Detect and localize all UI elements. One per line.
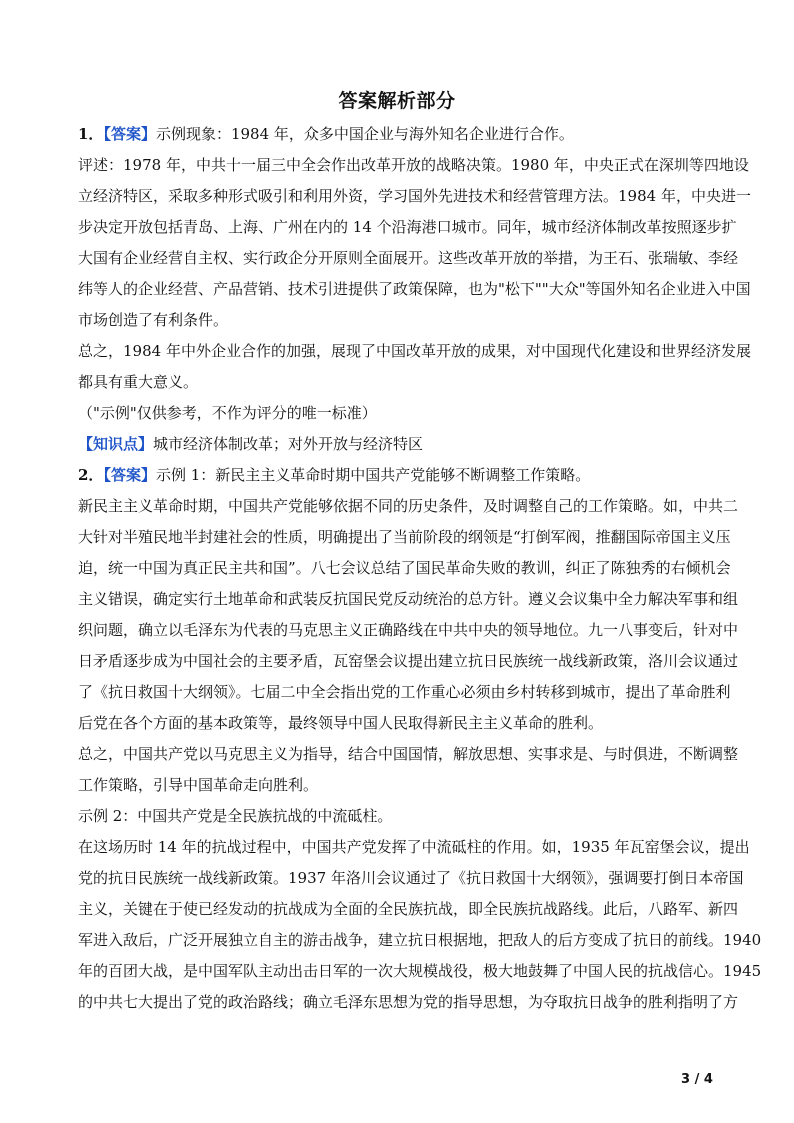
- q1-knowledge-tag: 【知识点】: [78, 435, 154, 453]
- q2-example2-line: 的中共七大提出了党的政治路线；确立毛泽东思想为党的指导思想，为夺取抗日战争的胜利指明了方: [78, 993, 739, 1011]
- q2-para-line: 大针对半殖民地半封建社会的性质，明确提出了当前阶段的纲领是“打倒军阀，推翻国际帝国主义压: [78, 528, 731, 546]
- q2-para-line: 后党在各个方面的基本政策等，最终领导中国人民取得新民主主义革命的胜利。: [78, 714, 604, 732]
- q2-para-line: 主义错误，确定实行土地革命和武装反抗国民党反动统治的总方针。遵义会议集中全力解决军事和组: [78, 590, 739, 608]
- q2-answer-text: 示例 1：新民主主义革命时期中国共产党能够不断调整工作策略。: [155, 466, 591, 484]
- q1-para-line: 步决定开放包括青岛、上海、广州在内的 14 个沿海港口城市。同年，城市经济体制改革按照逐步扩: [78, 218, 737, 236]
- q1-knowledge-line: [78, 434, 718, 454]
- page-number: 3 / 4: [681, 1072, 713, 1087]
- q1-answer-tag: 【答案】: [103, 125, 156, 143]
- q1-para-line: 立经济特区，采取多种形式吸引和利用外资，学习国外先进技术和经营管理方法。1984 年，中央进一: [78, 187, 751, 205]
- page-title: 答案解析部分: [338, 90, 456, 112]
- q1-answer-line: [78, 124, 718, 144]
- q1-summary-line: 都具有重大意义。: [78, 373, 199, 391]
- q2-example2-heading: 示例 2：中国共产党是全民族抗战的中流砥柱。: [78, 807, 393, 825]
- q2-summary-line: 总之，中国共产党以马克思主义为指导，结合中国国情，解放思想、实事求是、与时俱进，不断调整: [78, 745, 739, 763]
- q2-summary-line: 工作策略，引导中国革命走向胜利。: [78, 776, 319, 794]
- q2-example2-line: 党的抗日民族统一战线新政策。1937 年洛川会议通过了《抗日救国十大纲领》，强调要打倒日本帝国: [78, 869, 744, 887]
- q1-para-line: 纬等人的企业经营、产品营销、技术引进提供了政策保障，也为"松下""大众"等国外知名企业进入中国: [78, 280, 751, 298]
- q2-para-line: 织问题，确立以毛泽东为代表的马克思主义正确路线在中共中央的领导地位。九一八事变后，针对中: [78, 621, 739, 639]
- q1-answer-text: 示例现象：1984 年，众多中国企业与海外知名企业进行合作。: [155, 125, 574, 143]
- q2-para-line: 迫，统一中国为真正民主共和国”。八七会议总结了国民革命失败的教训，纠正了陈独秀的右倾机会: [78, 559, 731, 577]
- q2-example2-line: 在这场历时 14 年的抗战过程中，中国共产党发挥了中流砥柱的作用。如，1935 年瓦窑堡会议，提出: [78, 838, 750, 856]
- q2-answer-line: [78, 465, 718, 485]
- q1-summary-line: 总之，1984 年中外企业合作的加强，展现了中国改革开放的成果，对中国现代化建设和世界经济发展: [78, 342, 751, 360]
- q1-para-line: 评述：1978 年，中共十一届三中全会作出改革开放的战略决策。1980 年，中央正式在深圳等四地设: [78, 156, 749, 174]
- q2-para-line: 新民主主义革命时期，中国共产党能够依据不同的历史条件，及时调整自己的工作策略。如，中共二: [78, 497, 739, 515]
- q2-number: 2．: [78, 466, 104, 484]
- q2-example2-line: 主义，关键在于使已经发动的抗战成为全面的全民族抗战，即全民族抗战路线。此后，八路军、新四: [78, 900, 739, 918]
- q2-para-line: 了《抗日救国十大纲领》。七届二中全会指出党的工作重心必须由乡村转移到城市，提出了革命胜利: [78, 683, 731, 701]
- q2-para-line: 日矛盾逐步成为中国社会的主要矛盾，瓦窑堡会议提出建立抗日民族统一战线新政策，洛川会议通过: [78, 652, 739, 670]
- q1-para-line: 大国有企业经营自主权、实行政企分开原则全面展开。这些改革开放的举措，为王石、张瑞敏、李经: [78, 249, 739, 267]
- q2-answer-tag: 【答案】: [103, 466, 156, 484]
- q2-example2-line: 年的百团大战，是中国军队主动出击日军的一次大规模战役，极大地鼓舞了中国人民的抗战信心。1945: [78, 962, 762, 980]
- q1-para-line: 市场创造了有利条件。: [78, 311, 229, 329]
- q1-number: 1．: [78, 125, 104, 143]
- q1-knowledge-text: 城市经济体制改革；对外开放与经济特区: [153, 435, 424, 453]
- q2-example2-line: 军进入敌后，广泛开展独立自主的游击战争，建立抗日根据地，把敌人的后方变成了抗日的前线。1940: [78, 931, 762, 949]
- q1-note: （"示例"仅供参考，不作为评分的唯一标准）: [78, 404, 377, 422]
